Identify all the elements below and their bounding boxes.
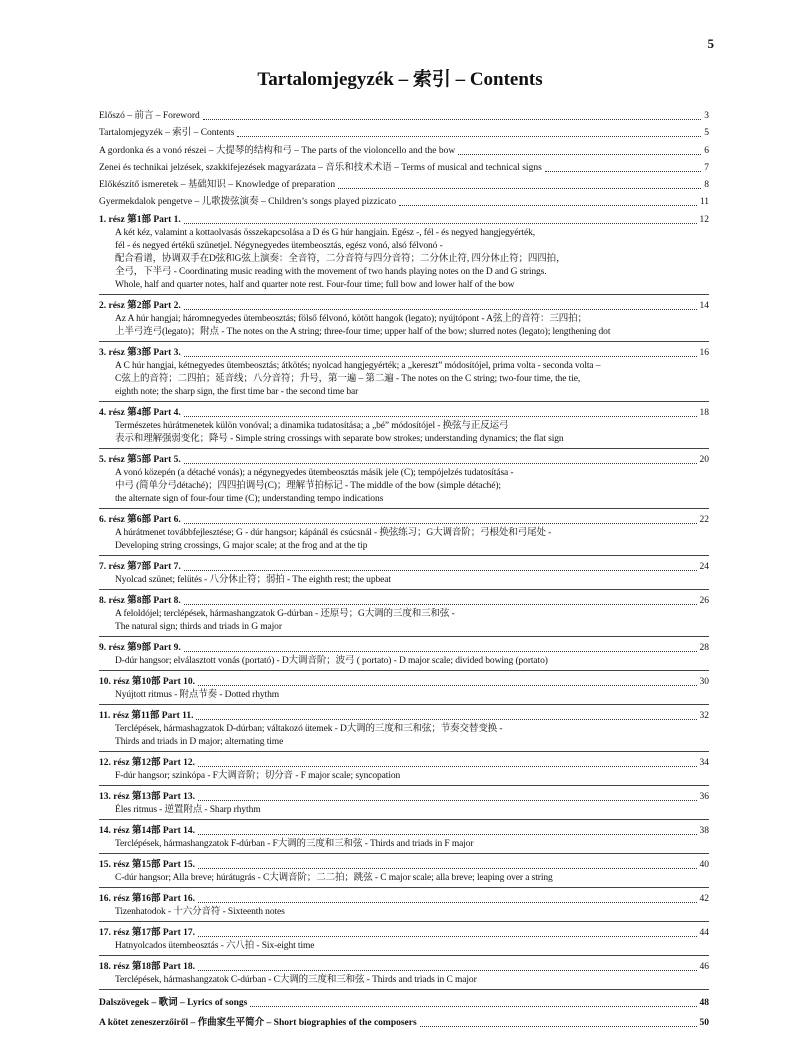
part-heading-page: 30 [699,677,709,688]
front-entry-title: Gyermekdalok pengetve – 儿歌拨弦演奏 – Children’s songs played pizzicato [99,197,397,208]
part-description-line: C-dúr hangsor; Alla breve; húrátugrás - C大调音阶；二二拍；跳弦 - C major scale; alla breve; leaping over a string [115,873,553,884]
section-divider [99,989,709,990]
front-entry [99,127,709,140]
part-entry [99,454,709,509]
part-heading [99,514,709,527]
part-description-line: Hatnyolcados ütembeosztás - 六八拍 - Six-eight time [115,941,315,952]
part-description-line: fél - és negyed értékű szünetjel. Négynegyedes ütembeosztás, egész vonó, alsó félvonó - [115,241,443,252]
front-entry [99,110,709,123]
part-heading-title: 13. rész 第13部 Part 13. [99,792,196,803]
part-description-line: A feloldójel; tercléрések, hármashangzatok G-dúrban - 还原号；G大调的三度和三和弦 - [115,609,455,620]
part-heading-page: 18 [699,408,709,419]
part-entry [99,927,709,956]
dot-leader [250,1005,696,1007]
part-description-line: Developing string crossings, G major scale; at the frog and at the tip [115,541,368,552]
part-description-line: A két kéz, valamint a kottaolvasás összekapcsolása a D és G húr hangjain. Egész -, fél - és negyed hangjegyérték, [115,228,536,239]
part-description-line: Tizenhatodok - 十六分音符 - Sixteenth notes [115,907,285,918]
part-description-line: Éles ritmus - 逆置附点 - Sharp rhythm [115,805,261,816]
part-heading-page: 44 [699,928,709,939]
dot-leader [184,415,697,417]
section-divider [99,670,709,671]
part-heading [99,961,709,974]
part-heading [99,300,709,313]
part-heading-title: 15. rész 第15部 Part 15. [99,860,196,871]
dot-leader [184,522,697,524]
front-entry-title: A gordonka és a vonó részei – 大提琴的结构和弓 – The parts of the violoncello and the bow [99,145,456,156]
front-entry [99,196,709,209]
part-heading-page: 36 [699,792,709,803]
part-description-line: the alternate sign of four-four time (C); understanding tempo indications [115,494,384,505]
part-description-line: 配合看谱，协调双手在D弦和G弦上演奏：全音符，二分音符与四分音符；二分休止符, 四分休止符；四四拍， [115,254,566,265]
part-description-line: Természetes húrátmenetek külön vonóval; a dinamika tudatosítása; a „bé” módosítójel - 换弦与正反运弓 [115,421,509,432]
part-description-line: Terclépések, hármashagzatok D-dúrban; váltakozó ütemek - D大调的三度和三和弦；节奏交替变换 - [115,724,503,735]
part-heading-page: 22 [699,515,709,526]
part-heading [99,757,709,770]
front-matter-list [99,110,709,209]
section-divider [99,819,709,820]
part-heading-title: 5. rész 第5部 Part 5. [99,455,181,466]
part-entry [99,347,709,402]
back-entry [99,1017,709,1030]
part-description-line: D-dúr hangsor; elválasztott vonás (portató) - D大调音阶；波弓 ( portato) - D major scale; divided bowing (portato) [115,656,548,667]
part-description-line: Az A húr hangjai; háromnegyedes ütembeosztás; fölső félvonó, kötött hangok (legato); nyújtópont - A弦上的音符：三四拍； [115,314,587,325]
table-of-contents [99,110,709,1030]
section-divider [99,636,709,637]
part-description-line: Nyolcad szünet; felütés - 八分休止符；弱拍 - The eighth rest; the upbeat [115,575,391,586]
dot-leader [184,569,697,571]
dot-leader [399,204,697,206]
dot-leader [184,222,697,224]
part-heading [99,676,709,689]
part-entry [99,825,709,854]
section-divider [99,704,709,705]
part-heading-page: 32 [699,711,709,722]
part-entry [99,757,709,786]
part-heading [99,407,709,420]
part-description-line: A húrátmenet továbbfejlesztése; G - dúr hangsor; kápánál és csúcsnál - 换弦练习；G大调音阶；弓根处和弓尾处 - [115,528,552,539]
part-heading [99,642,709,655]
part-entry [99,642,709,671]
part-entry [99,514,709,556]
dot-leader [198,901,696,903]
dot-leader [545,170,701,172]
parts-list [99,214,709,990]
dot-leader [198,684,696,686]
part-heading-title: 3. rész 第3部 Part 3. [99,348,181,359]
part-heading [99,927,709,940]
part-heading [99,214,709,227]
part-description-line: Terclépések, hármashangzatok F-dúrban - F大调的三度和三和弦 - Thirds and triads in F major [115,839,474,850]
part-entry [99,595,709,637]
section-divider [99,448,709,449]
page-number: 5 [707,36,714,51]
back-entry-page: 50 [699,1018,709,1029]
part-heading-title: 10. rész 第10部 Part 10. [99,677,196,688]
section-divider [99,555,709,556]
part-description-line: Thirds and triads in D major; alternating time [115,737,284,748]
page-title: Tartalomjegyzék – 索引 – Contents [257,69,543,90]
part-heading-page: 28 [699,643,709,654]
back-entry-page: 48 [699,998,709,1009]
part-entry [99,961,709,990]
part-description-line: 上半弓连弓(legato)；附点 - The notes on the A string; three-four time; upper half of the bow; slurred notes (legato); lengthening dot [115,327,611,338]
part-heading-page: 16 [699,348,709,359]
part-heading-title: 11. rész 第11部 Part 11. [99,711,194,722]
part-description-line: eighth note; the sharp sign, the first time bar - the second time bar [115,387,359,398]
part-heading-page: 12 [699,215,709,226]
dot-leader [198,867,696,869]
back-matter-list [99,997,709,1030]
dot-leader [198,969,696,971]
part-description-line: C弦上的音符；二四拍；延音线；八分音符；升号，第一遍 – 第二遍 - The notes on the C string; two-four time, the tie, [115,374,581,385]
part-description-line: Nyújtott ritmus - 附点节奏 - Dotted rhythm [115,690,280,701]
part-heading [99,561,709,574]
part-heading [99,347,709,360]
part-entry [99,859,709,888]
dot-leader [184,355,697,357]
front-entry-page: 7 [704,162,709,173]
section-divider [99,955,709,956]
part-heading [99,791,709,804]
part-entry [99,300,709,342]
part-heading-page: 42 [699,894,709,905]
part-heading [99,710,709,723]
part-heading [99,859,709,872]
dot-leader [184,462,697,464]
part-heading-title: 9. rész 第9部 Part 9. [99,643,181,654]
part-heading-title: 4. rész 第4部 Part 4. [99,408,181,419]
part-description-line: Whole, half and quarter notes, half and quarter note rest. Four-four time; full bow and lower half of the bow [115,280,515,291]
dot-leader [458,153,701,155]
dot-leader [184,603,697,605]
front-entry-page: 6 [704,145,709,156]
front-entry [99,179,709,192]
part-description-line: A vonó közepén (a détaché vonás); a négynegyedes ütembeosztás másik jele (C); tempójelzés tudatosítása - [115,468,514,479]
dot-leader [203,118,701,120]
back-entry-title: A kötet zeneszerzőiről – 作曲家生平简介 – Short biographies of the composers [99,1018,417,1029]
part-heading-page: 24 [699,562,709,573]
front-entry [99,145,709,158]
part-heading-title: 16. rész 第16部 Part 16. [99,894,196,905]
part-description-line: 表示和理解强弱变化；降号 - Simple string crossings with separate bow strokes; understanding dynamics; the flat sign [115,434,564,445]
front-entry-title: Tartalomjegyzék – 索引 – Contents [99,128,235,139]
section-divider [99,751,709,752]
part-entry [99,893,709,922]
dot-leader [184,650,697,652]
dot-leader [198,765,696,767]
part-heading-title: 18. rész 第18部 Part 18. [99,962,196,973]
dot-leader [338,187,701,189]
dot-leader [198,833,696,835]
part-description-line: The natural sign; thirds and triads in G major [115,622,282,633]
part-heading-page: 34 [699,758,709,769]
front-entry-title: Zenei és technikai jelzések, szakkifejezések magyarázata – 音乐和技术术语 – Terms of musical and technical signs [99,162,542,173]
part-heading-title: 7. rész 第7部 Part 7. [99,562,181,573]
front-entry-title: Előszó – 前言 – Foreword [99,111,200,121]
section-divider [99,401,709,402]
part-description-line: F-dúr hangsor; szinkópa - F大调音阶；切分音 - F major scale; syncopation [115,771,401,782]
front-entry-page: 8 [704,180,709,191]
part-heading-page: 14 [699,301,709,312]
part-entry [99,791,709,820]
part-heading [99,893,709,906]
part-heading [99,825,709,838]
section-divider [99,785,709,786]
dot-leader [198,799,696,801]
dot-leader [420,1025,697,1027]
part-heading-title: 12. rész 第12部 Part 12. [99,758,196,769]
section-divider [99,921,709,922]
part-description-line: A C húr hangjai, kétnegyedes ütembeosztás; átkötés; nyolcad hangjegyérték; a „kereszt” módosítójel, prima volta - seconda volta – [115,361,601,372]
part-entry [99,214,709,295]
part-heading-page: 20 [699,455,709,466]
back-entry-title: Dalszövegek – 歌词 – Lyrics of songs [99,998,248,1009]
part-heading-title: 14. rész 第14部 Part 14. [99,826,196,837]
front-entry [99,162,709,175]
section-divider [99,853,709,854]
part-description-line: 中弓 (简单分弓détaché)；四四拍调号(C)；理解节拍标记 - The middle of the bow (simple détaché); [115,481,501,492]
part-heading [99,454,709,467]
part-entry [99,561,709,590]
section-divider [99,294,709,295]
dot-leader [196,718,696,720]
part-heading-title: 2. rész 第2部 Part 2. [99,301,181,312]
front-entry-page: 5 [704,128,709,139]
part-heading-page: 38 [699,826,709,837]
dot-leader [198,935,696,937]
part-heading-title: 17. rész 第17部 Part 17. [99,928,196,939]
section-divider [99,508,709,509]
dot-leader [184,308,697,310]
part-description-line: 全弓，下半弓 - Coordinating music reading with the movement of two hands playing notes on the D and G strings. [115,267,547,278]
section-divider [99,589,709,590]
part-entry [99,676,709,705]
front-entry-page: 3 [704,111,709,121]
part-heading-title: 8. rész 第8部 Part 8. [99,596,181,607]
section-divider [99,887,709,888]
part-heading-page: 46 [699,962,709,973]
dot-leader [237,135,701,137]
back-entry [99,997,709,1010]
part-heading-title: 6. rész 第6部 Part 6. [99,515,181,526]
section-divider [99,341,709,342]
front-entry-title: Előkészítő ismeretek – 基础知识 – Knowledge of preparation [99,180,336,191]
part-heading-page: 40 [699,860,709,871]
front-entry-page: 11 [699,197,709,208]
part-heading-title: 1. rész 第1部 Part 1. [99,215,181,226]
part-heading [99,595,709,608]
part-description-line: Terclépések, hármashangzatok C-dúrban - C大调的三度和三和弦 - Thirds and triads in C major [115,975,477,986]
part-heading-page: 26 [699,596,709,607]
part-entry [99,710,709,752]
part-entry [99,407,709,449]
